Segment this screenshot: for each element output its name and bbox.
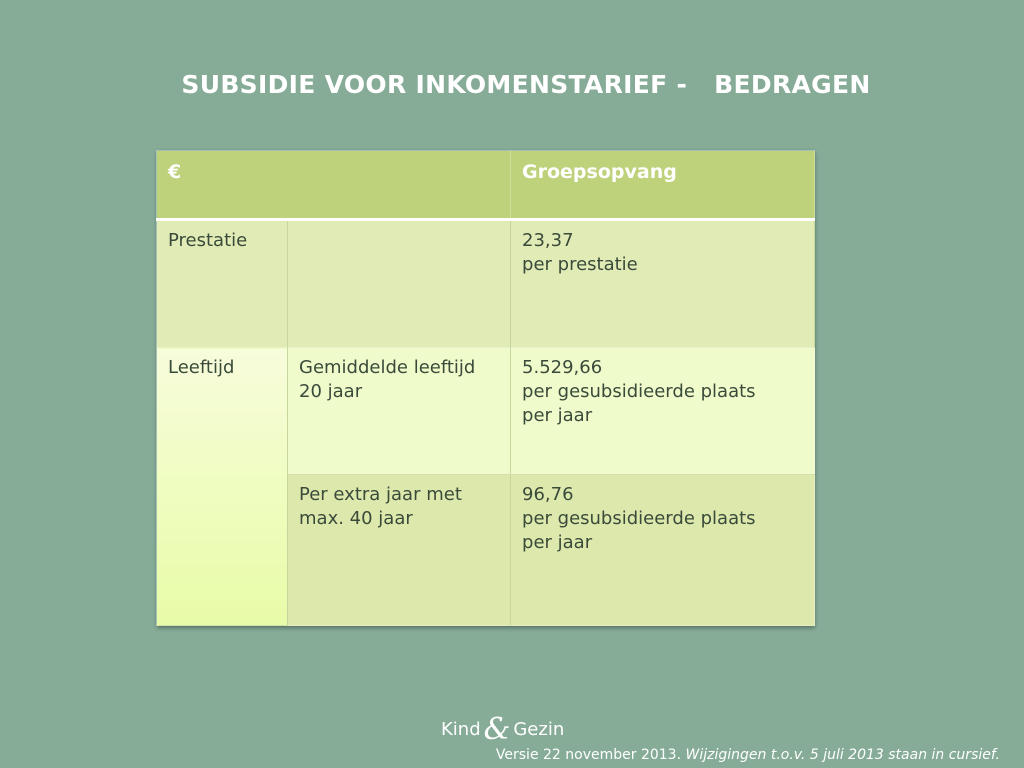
leeftijd-average-value: 5.529,66: [522, 357, 603, 378]
slide-title: SUBSIDIE VOOR INKOMENSTARIEF - BEDRAGEN: [181, 70, 871, 99]
amounts-table: [156, 150, 814, 626]
leeftijd-average-line1: Gemiddelde leeftijd: [299, 357, 476, 378]
leeftijd-average-line2: 20 jaar: [299, 381, 363, 402]
extra-jaar-value: 96,76: [522, 484, 574, 505]
logo-ampersand: &: [483, 712, 511, 747]
prestatie-sub: [288, 220, 511, 348]
table-row-leeftijd: [157, 348, 815, 475]
extra-jaar-unit-line2: per jaar: [522, 532, 593, 553]
leeftijd-average: [288, 348, 511, 475]
leeftijd-average-unit-line1: per gesubsidieerde plaats: [522, 381, 756, 402]
table-row-prestatie: [157, 220, 815, 348]
footer-changes: Wijzigingen t.o.v. 5 juli 2013 staan in cursief.: [685, 747, 1000, 763]
prestatie-unit: per prestatie: [522, 254, 638, 275]
leeftijd-label: Leeftijd: [157, 348, 288, 626]
groepsopvang-header: Groepsopvang: [511, 151, 815, 220]
extra-jaar-amount: [511, 475, 815, 626]
currency-header: €: [157, 151, 511, 220]
logo-gezin: Gezin: [513, 719, 565, 740]
extra-jaar-line2: max. 40 jaar: [299, 508, 413, 529]
table-header-row: [157, 151, 815, 220]
footer-note: [496, 747, 1000, 763]
leeftijd-average-unit-line2: per jaar: [522, 405, 593, 426]
prestatie-value: 23,37: [522, 230, 574, 251]
extra-jaar-unit-line1: per gesubsidieerde plaats: [522, 508, 756, 529]
logo-kind: Kind: [441, 719, 481, 740]
kind-en-gezin-logo: [441, 712, 564, 747]
footer-version: Versie 22 november 2013.: [495, 747, 682, 763]
leeftijd-average-amount: [511, 348, 815, 475]
extra-jaar: [288, 475, 511, 626]
prestatie-label: Prestatie: [157, 220, 288, 348]
prestatie-amount: [511, 220, 815, 348]
extra-jaar-line1: Per extra jaar met: [299, 484, 462, 505]
